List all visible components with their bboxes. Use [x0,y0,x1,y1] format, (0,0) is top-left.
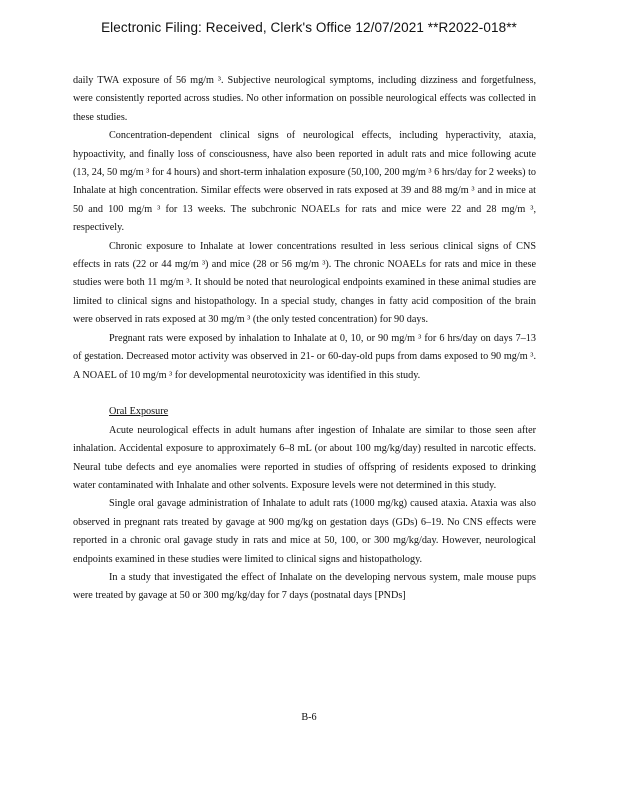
section-heading-oral-exposure [73,403,536,421]
paragraph-oral-gavage: Single oral gavage administration of Inhalate to adult rats (1000 mg/kg) caused ataxia. Ataxia was also observed in pregnant rats treated by gavage at 900 mg/kg on gestation days (GDs) 6–19. No CNS effects were reported in a chronic oral gavage study in rats and mice at 50, 100, or 300 mg/kg/day. However, neurological endpoints examined in these studies were limited to clinical signs and histopathology. [73,498,536,565]
section-spacer [73,385,536,403]
paragraph-chronic-exposure: Chronic exposure to Inhalate at lower concentrations resulted in less serious clinical signs of CNS effects in rats (22 or 44 mg/m ³) and mice (28 or 56 mg/m ³). The chronic NOAELs for rats and mice in these studies were both 11 mg/m ³. It should be noted that neurological endpoints examined in these animal studies are limited to clinical signs and histopathology. In a special study, changes in fatty acid composition of the brain were observed in rats exposed at 30 mg/m ³ (the only tested concentration) for 90 days. [73,240,536,326]
page-number: B-6 [301,712,317,723]
paragraph-acute-short-term-effects: Concentration-dependent clinical signs of neurological effects, including hyperactivity, ataxia, hypoactivity, and finally loss of consciousness, have also been reported in adult rats and mice following acute (13, 24, 50 mg/m ³ for 4 hours) and short-term inhalation exposure (50,100, 200 mg/m ³ 6 hrs/day for 2 weeks) to Inhalate at high concentration. Similar effects were observed in rats exposed at 39 and 88 mg/m ³ and in mice at 50 and 100 mg/m ³ for 13 weeks. The subchronic NOAELs for rats and mice were 22 and 28 mg/m ³, respectively. [73,130,536,234]
section-heading-text: Oral Exposure [109,406,169,418]
paragraph-developmental-neurotoxicity: Pregnant rats were exposed by inhalation to Inhalate at 0, 10, or 90 mg/m ³ for 6 hrs/day on days 7–13 of gestation. Decreased motor activity was observed in 21- or 60-day-old pups from dams exposed to 90 mg/m ³. A NOAEL of 10 mg/m ³ for developmental neurotoxicity was identified in this study. [73,332,536,381]
document-body [73,72,536,606]
paragraph-developing-nervous-system: In a study that investigated the effect of Inhalate on the developing nervous system, male mouse pups were treated by gavage at 50 or 300 mg/kg/day for 7 days (postnatal days [PNDs] [73,571,536,602]
filing-header: Electronic Filing: Received, Clerk's Office 12/07/2021 **R2022-018** [101,20,517,35]
paragraph-acute-oral-effects: Acute neurological effects in adult humans after ingestion of Inhalate are similar to those seen after inhalation. Accidental exposure to approximately 6–8 mL (or about 100 mg/kg/day) resulted in narcotic effects. Neural tube defects and eye anomalies were reported in studies of offspring of residents exposed to drinking water contaminated with Inhalate and other solvents. Exposure levels were not determined in this study. [73,424,536,491]
paragraph-inhalation-symptoms: daily TWA exposure of 56 mg/m ³. Subjective neurological symptoms, including dizziness and forgetfulness, were consistently reported across studies. No other information on possible neurological effects was collected in these studies. [73,75,536,123]
